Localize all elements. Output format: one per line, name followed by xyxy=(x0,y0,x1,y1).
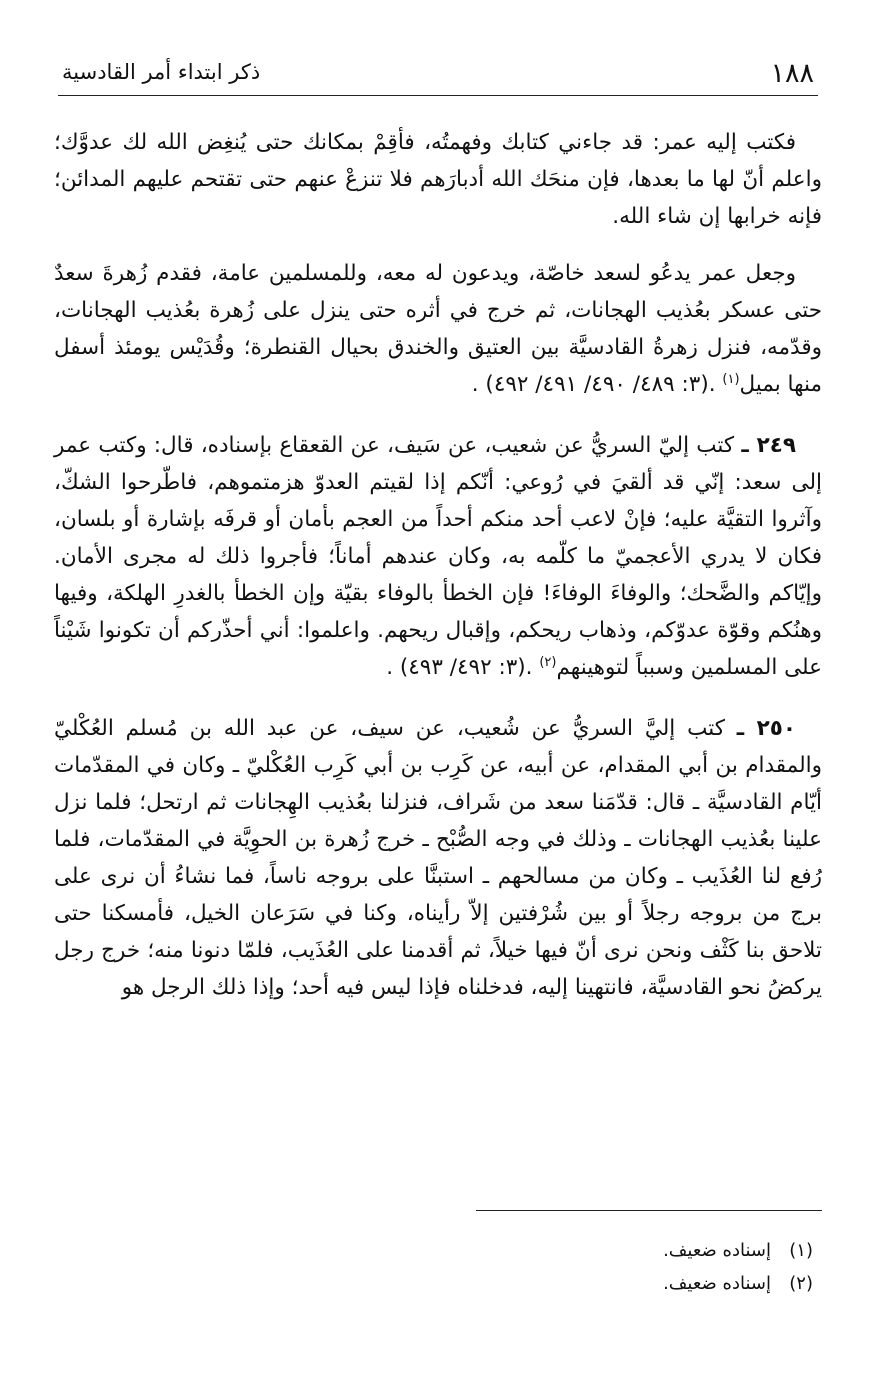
paragraph xyxy=(54,710,822,1006)
footnotes xyxy=(413,1234,813,1300)
running-title: ذكر ابتداء أمر القادسية xyxy=(62,60,261,84)
report-number: ٢٤٩ ـ xyxy=(741,433,797,458)
page-number: ١٨٨ xyxy=(770,58,814,89)
report-number: ٢٥٠ ـ xyxy=(736,716,796,741)
footnote-marker: (١) xyxy=(722,371,740,387)
paragraph-text: وجعل عمر يدعُو لسعد خاصّة، ويدعون له معه، وللمسلمين عامة، فقدم زُهرةَ سعدٌ حتى عسكر بعُذيب الهجانات، ثم خرج في أثره حتى ينزل على زُهرة بعُذيب الهجانات، وقدّمه، فنزل زهرةُ القادسيَّة بين العتيق والخندق بحيال القنطرة؛ وقُدَيْس يومئذ أسفل منها بميل xyxy=(54,261,822,397)
footnote xyxy=(413,1267,813,1300)
paragraph-text: كتب إليَّ السريُّ عن شُعيب، عن سيف، عن عبد الله بن مُسلم العُكْليّ والمقدام بن أبي المقدام، عن أبيه، عن كَرِب بن أبي كَرِب العُكْليّ ـ وكان في المقدّمات أيّام القادسيَّة ـ قال: قدّمَنا سعد من شَراف، فنزلنا بعُذيب الهِجانات ثم ارتحل؛ فلما نزل علينا بعُذيب الهجانات ـ وذلك في وجه الصُّبْح ـ خرج زُهرة بن الحوِيَّة في المقدّمات، فلما رُفع لنا العُذَيب ـ وكان من مسالحهم ـ استبنَّا على بروجه ناساً، فما نشاءُ أن نرى على برج من بروجه رجلاً أو بين شُرْفتين إلاّ رأيناه، وكنا في سَرَعان الخيل، فأمسكنا حتى تلاحق بنا كَثْف ونحن نرى أنّ فيها خيلاً، ثم أقدمنا على العُذَيب، فلمّا دنونا منه؛ خرج رجل يركضُ نحو القادسيَّة، فانتهينا إليه، فدخلناه فإذا ليس فيه أحد؛ وإذا ذلك الرجل هو xyxy=(54,716,822,1000)
paragraph-text: كتب إليّ السريُّ عن شعيب، عن سَيف، عن القعقاع بإسناده، قال: وكتب عمر إلى سعد: إنّي قد ألقيَ في رُوعي: أنّكم إذا لقيتم العدوّ هزمتموهم، فاطّرحوا الشكّ، وآثروا التقيَّة عليه؛ فإنْ لاعب أحد منكم أحداً من العجم بأمان أو قرفَه بإشارة أو بلسان، فكان لا يدري الأعجميّ ما كلّمه به، وكان عندهم أماناً؛ فأجروا ذلك له مجرى الأمان. وإيّاكم والضَّحك؛ والوفاءَ الوفاءَ! فإن الخطأ بالوفاء بقيّة وإن الخطأ بالغدرِ الهلكة، وفيها وهنُكم وقوّة عدوّكم، وذهاب ريحكم، وإقبال ريحهم. واعلموا: أني أحذّركم أن تكونوا شَيْناً على المسلمين وسبباً لتوهينهم xyxy=(54,433,822,680)
footnote-marker: (٢) xyxy=(539,654,557,670)
source-reference: .(٣: ٤٨٩/ ٤٩٠/ ٤٩١/ ٤٩٢) . xyxy=(471,372,723,397)
footnote-rule xyxy=(476,1210,822,1211)
body-text xyxy=(54,124,822,1026)
footnote-text: إسناده ضعيف. xyxy=(663,1240,771,1261)
page-header xyxy=(58,52,818,96)
source-reference: .(٣: ٤٩٢/ ٤٩٣) . xyxy=(386,655,540,680)
footnote-text: إسناده ضعيف. xyxy=(663,1273,771,1294)
footnote xyxy=(413,1234,813,1267)
footnote-number: (١) xyxy=(789,1240,813,1261)
paragraph-text: فكتب إليه عمر: قد جاءني كتابك وفهمتُه، فأقِمْ بمكانك حتى يُنغِض الله لك عدوَّك؛ واعلم أنّ لها ما بعدها، فإن منحَك الله أدبارَهم فلا تنزعْ عنهم حتى تقتحم عليهم المدائن؛ فإنه خرابها إن شاء الله. xyxy=(54,130,822,229)
paragraph xyxy=(54,255,822,403)
header-rule xyxy=(58,95,818,96)
paragraph xyxy=(54,124,822,235)
footnote-number: (٢) xyxy=(789,1273,813,1294)
paragraph xyxy=(54,427,822,686)
